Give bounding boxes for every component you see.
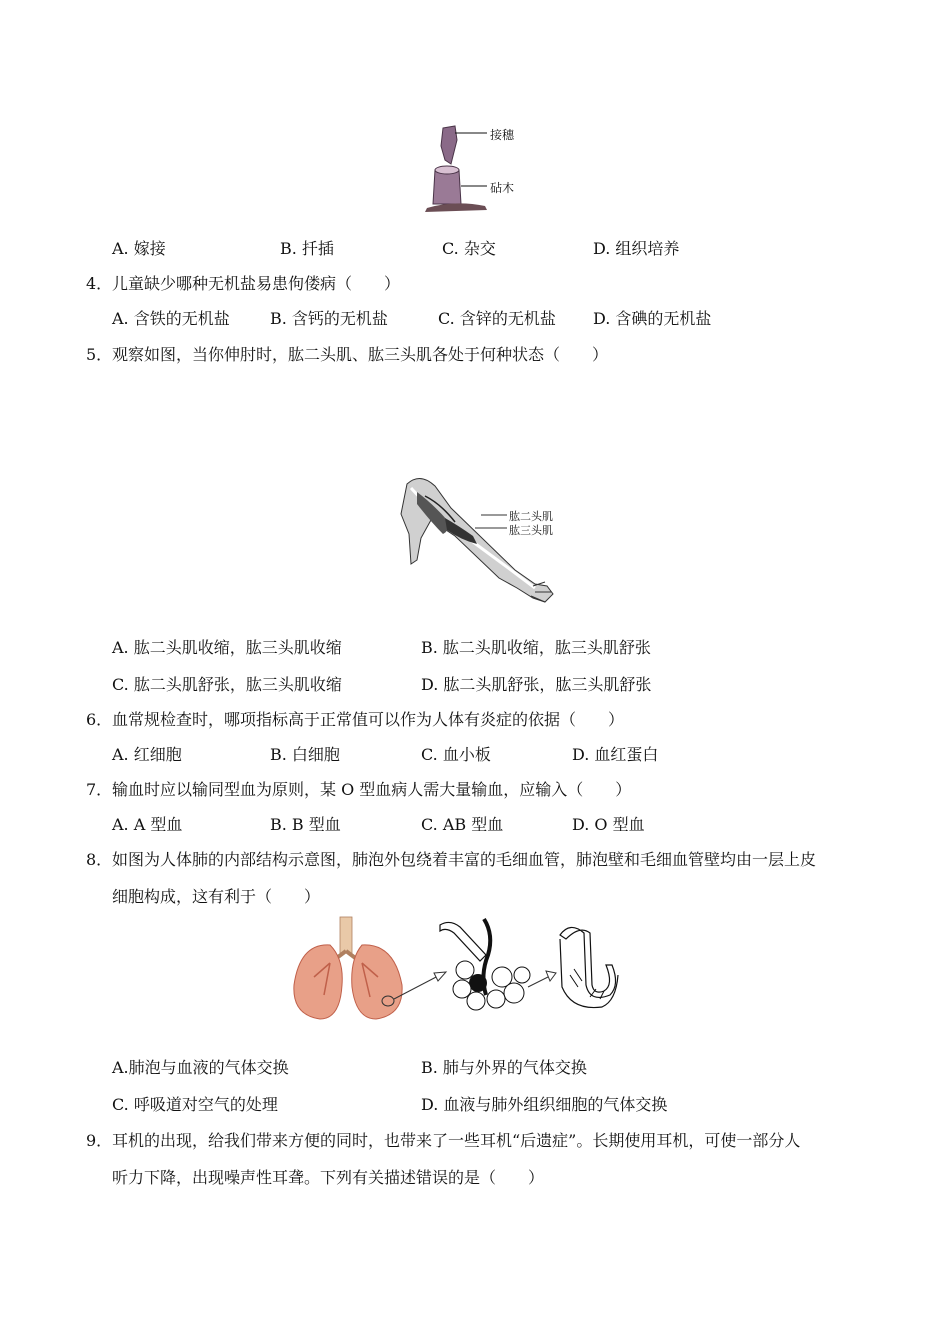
q8-option-b[interactable]: B. 肺与外界的气体交换 (421, 1058, 587, 1077)
q8-text-line2: 细胞构成，这有利于（ ） (112, 887, 321, 906)
q7-number: 7． (86, 780, 113, 799)
q5-option-d[interactable]: D. 肱二头肌舒张，肱三头肌舒张 (421, 675, 652, 694)
q6-option-a[interactable]: A. 红细胞 (112, 745, 182, 764)
q7-text: 输血时应以输同型血为原则，某 O 型血病人需大量输血，应输入（ ） (112, 780, 632, 799)
q5-option-b[interactable]: B. 肱二头肌收缩，肱三头肌舒张 (421, 638, 651, 657)
q6-option-d[interactable]: D. 血红蛋白 (572, 745, 659, 764)
q4-option-b[interactable]: B. 含钙的无机盐 (270, 309, 388, 328)
q9-text-line1: 耳机的出现，给我们带来方便的同时，也带来了一些耳机“后遗症”。长期使用耳机，可使一部分人 (112, 1131, 801, 1150)
q7-option-d[interactable]: D. O 型血 (572, 815, 645, 834)
rootstock-label: 砧木 (490, 181, 515, 195)
q5-number: 5． (86, 345, 113, 364)
q4-option-a[interactable]: A. 含铁的无机盐 (112, 309, 230, 328)
q6-option-b[interactable]: B. 白细胞 (270, 745, 340, 764)
q7-option-b[interactable]: B. B 型血 (270, 815, 341, 834)
q8-number: 8． (86, 850, 113, 869)
q7-option-c[interactable]: C. AB 型血 (421, 815, 504, 834)
grafting-figure (425, 120, 540, 215)
q6-number: 6． (86, 710, 113, 729)
lung-structure-figure (290, 915, 625, 1025)
q3-option-b[interactable]: B. 扦插 (280, 239, 334, 258)
q6-text: 血常规检查时，哪项指标高于正常值可以作为人体有炎症的依据（ ） (112, 710, 625, 729)
q7-option-a[interactable]: A. A 型血 (112, 815, 183, 834)
q8-option-a[interactable]: A.肺泡与血液的气体交换 (112, 1058, 289, 1077)
q6-option-c[interactable]: C. 血小板 (421, 745, 491, 764)
q8-option-d[interactable]: D. 血液与肺外组织细胞的气体交换 (421, 1095, 668, 1114)
q5-option-c[interactable]: C. 肱二头肌舒张，肱三头肌收缩 (112, 675, 342, 694)
triceps-label: 肱三头肌 (509, 524, 553, 537)
q4-text: 儿童缺少哪种无机盐易患佝偻病（ ） (112, 274, 401, 293)
q4-option-d[interactable]: D. 含碘的无机盐 (593, 309, 712, 328)
q5-option-a[interactable]: A. 肱二头肌收缩，肱三头肌收缩 (112, 638, 342, 657)
q8-text-line1: 如图为人体肺的内部结构示意图，肺泡外包绕着丰富的毛细血管，肺泡壁和毛细血管壁均由一层上皮 (112, 850, 817, 869)
q8-option-c[interactable]: C. 呼吸道对空气的处理 (112, 1095, 278, 1114)
q5-text: 观察如图，当你伸肘时，肱二头肌、肱三头肌各处于何种状态（ ） (112, 345, 609, 364)
q3-option-d[interactable]: D. 组织培养 (593, 239, 680, 258)
q3-option-a[interactable]: A. 嫁接 (112, 239, 166, 258)
biceps-label: 肱二头肌 (509, 510, 553, 523)
scion-label: 接穗 (490, 128, 515, 142)
q9-number: 9． (86, 1131, 113, 1150)
arm-muscle-figure (395, 474, 560, 616)
q4-number: 4． (86, 274, 113, 293)
q4-option-c[interactable]: C. 含锌的无机盐 (438, 309, 556, 328)
q3-option-c[interactable]: C. 杂交 (442, 239, 496, 258)
q9-text-line2: 听力下降，出现噪声性耳聋。下列有关描述错误的是（ ） (112, 1168, 545, 1187)
